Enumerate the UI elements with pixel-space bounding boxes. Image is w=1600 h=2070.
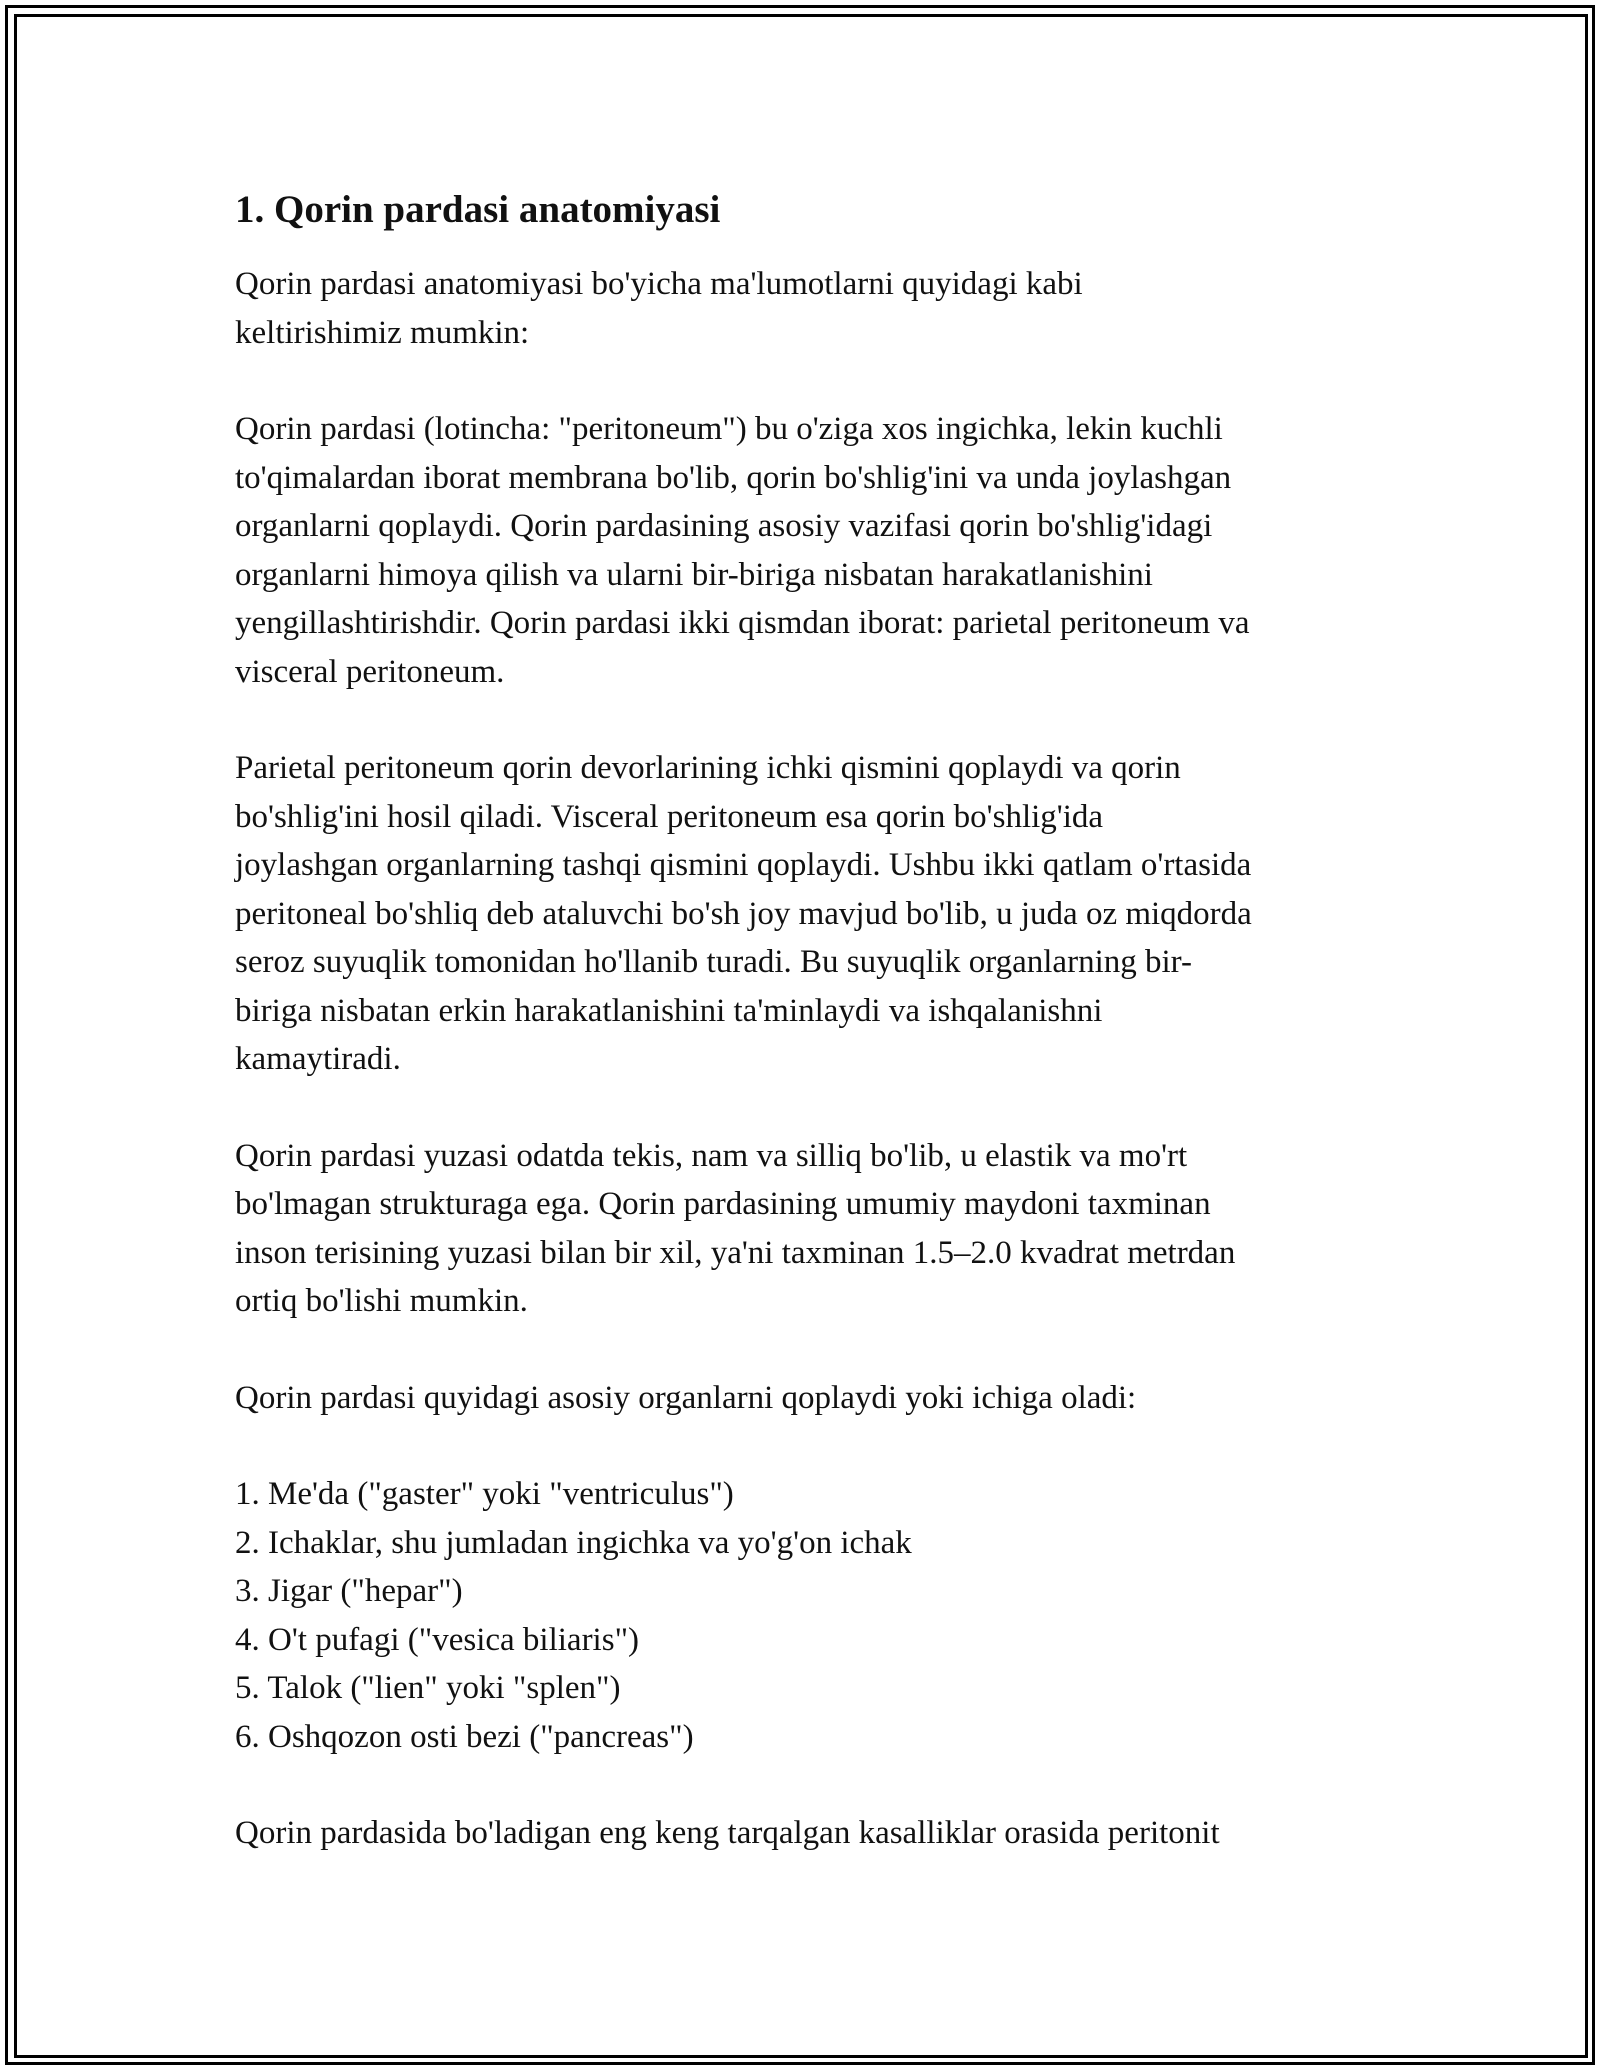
list-item: 6. Oshqozon osti bezi ("pancreas") <box>235 1718 694 1755</box>
closing-paragraph: Qorin pardasida bo'ladigan eng keng tarqalgan kasalliklar orasida peritonit <box>235 1815 1220 1851</box>
list-item: 3. Jigar ("hepar") <box>235 1573 463 1609</box>
list-item: 2. Ichaklar, shu jumladan ingichka va yo'g'on ichak <box>235 1524 912 1561</box>
intro-paragraph: Qorin pardasi anatomiyasi bo'yicha ma'lumotlarni quyidagi kabi keltirishimiz mumkin: <box>235 266 1083 351</box>
surface-paragraph: Qorin pardasi yuzasi odatda tekis, nam va silliq bo'lib, u elastik va mo'rt bo'lmagan strukturaga ega. Qorin pardasining umumiy maydoni taxminan inson terisining yuzasi bilan bir xil, ya'ni taxminan 1.5–2.0 kvadrat metrdan ortiq bo'lishi mumkin. <box>235 1137 1236 1319</box>
definition-paragraph: Qorin pardasi (lotincha: "peritoneum") bu o'ziga xos ingichka, lekin kuchli to'qimalardan iborat membrana bo'lib, qorin bo'shlig'ini va unda joylashgan organlarni qoplaydi. Qorin pardasining asosiy vazifasi qorin bo'shlig'idagi organlarni himoya qilish va ularni bir-biriga nisbatan harakatlanishini yengillashtirishdir. Qorin pardasi ikki qismdan iborat: parietal peritoneum va visceral peritoneum. <box>235 411 1250 690</box>
section-heading: 1. Qorin pardasi anatomiyasi <box>235 188 721 231</box>
document-body <box>235 184 1375 1906</box>
list-item: 4. O't pufagi ("vesica biliaris") <box>235 1621 640 1658</box>
layers-paragraph: Parietal peritoneum qorin devorlarining ichki qismini qoplaydi va qorin bo'shlig'ini hosil qiladi. Visceral peritoneum esa qorin bo'shlig'ida joylashgan organlarning tashqi qismini qoplaydi. Ushbu ikki qatlam o'rtasida peritoneal bo'shliq deb ataluvchi bo'sh joy mavjud bo'lib, u juda oz miqdorda seroz suyuqlik tomonidan ho'llanib turadi. Bu suyuqlik organlarning bir- biriga nisbatan erkin harakatlanishini ta'minlaydi va ishqalanishni kamaytiradi. <box>235 750 1252 1077</box>
organs-list <box>235 1470 1375 1761</box>
organs-intro-paragraph: Qorin pardasi quyidagi asosiy organlarni qoplaydi yoki ichiga oladi: <box>235 1379 1137 1416</box>
list-item: 1. Me'da ("gaster" yoki "ventriculus") <box>235 1476 734 1512</box>
list-item: 5. Talok ("lien" yoki "splen") <box>235 1670 621 1706</box>
